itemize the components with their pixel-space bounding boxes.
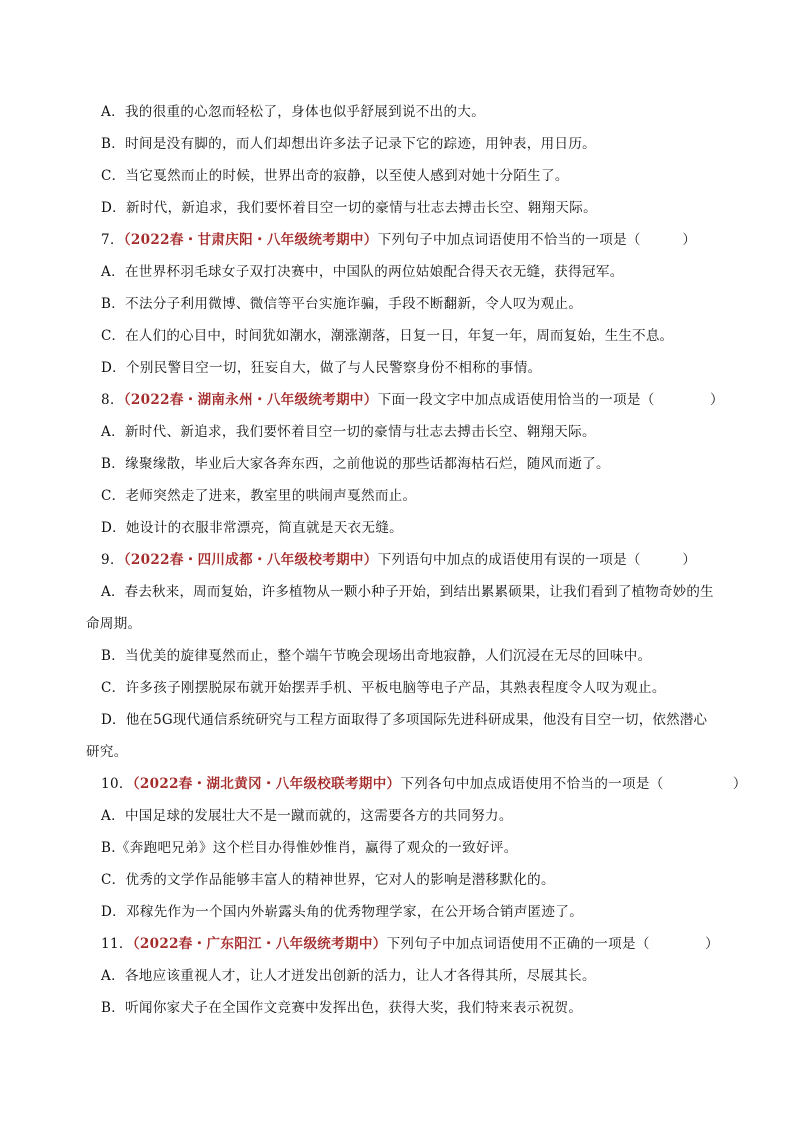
- option-a: A．新时代、新追求，我们要怀着目空一切的豪情与壮志去搏击长空、翱翔天际。: [101, 424, 596, 440]
- question-number: 10．: [101, 776, 133, 792]
- option-a: A．各地应该重视人才，让人才迸发出创新的活力，让人才各得其所，尽展其长。: [101, 968, 596, 984]
- option-c: C．许多孩子刚摆脱尿布就开始摆弄手机、平板电脑等电子产品，其熟表程度令人叹为观止。: [101, 680, 666, 696]
- option-b: B.《奔跑吧兄弟》这个栏目办得惟妙惟肖，赢得了观众的一致好评。: [101, 840, 518, 856]
- question-source: （2022春・湖南永州・八年级统考期中）: [123, 392, 378, 408]
- question-source: （2022春・甘肃庆阳・八年级统考期中）: [123, 232, 378, 248]
- option-a: A．春去秋来，周而复始，许多植物从一颗小种子开始，到结出累累硕果，让我们看到了植物奇妙的生: [101, 584, 714, 600]
- option-c: C．当它戛然而止的时候，世界出奇的寂静，以至使人感到对她十分陌生了。: [101, 168, 569, 184]
- question-8: [101, 392, 724, 408]
- question-number: 9．: [101, 552, 124, 568]
- question-stem: 下面一段文字中加点成语使用恰当的一项是（ ）: [377, 392, 724, 408]
- question-stem: 下列句子中加点词语使用不恰当的一项是（ ）: [377, 232, 697, 248]
- question-11: [101, 936, 719, 952]
- option-d: D．新时代，新追求，我们要怀着目空一切的豪情与壮志去搏击长空、翱翔天际。: [101, 200, 597, 216]
- option-b: B．时间是没有脚的，而人们却想出许多法子记录下它的踪迹，用钟表，用日历。: [101, 136, 597, 152]
- question-source: （2022春・广东阳江・八年级统考期中）: [132, 936, 387, 952]
- question-number: 7．: [101, 232, 124, 248]
- question-number: 11．: [101, 936, 133, 952]
- option-b: B．不法分子利用微博、微信等平台实施诈骗，手段不断翻新，令人叹为观止。: [101, 296, 583, 312]
- option-c: C．老师突然走了进来，教室里的哄闹声戛然而止。: [101, 488, 417, 504]
- question-stem: 下列各句中加点成语使用不恰当的一项是（ ）: [400, 776, 747, 792]
- option-d: D．他在5G现代通信系统研究与工程方面取得了多项国际先进科研成果，他没有目空一切，依然潜心: [101, 712, 708, 728]
- question-source: （2022春・湖北黄冈・八年级校联考期中）: [132, 776, 401, 792]
- option-d: D．邓稼先作为一个国内外崭露头角的优秀物理学家，在公开场合销声匿迹了。: [101, 904, 584, 920]
- question-10: [101, 776, 747, 792]
- option-d-continued: 研究。: [86, 744, 128, 760]
- option-b: B．听闻你家犬子在全国作文竞赛中发挥出色，获得大奖，我们特来表示祝贺。: [101, 1000, 583, 1016]
- question-stem: 下列句子中加点词语使用不正确的一项是（ ）: [386, 936, 719, 952]
- option-b: B．当优美的旋律戛然而止，整个端午节晚会现场出奇地寂静，人们沉浸在无尽的回味中。: [101, 648, 652, 664]
- option-a: A．中国足球的发展壮大不是一蹴而就的，这需要各方的共同努力。: [101, 808, 513, 824]
- option-a-continued: 命周期。: [86, 616, 142, 632]
- question-number: 8．: [101, 392, 124, 408]
- question-9: [101, 552, 696, 568]
- option-d: D．她设计的衣服非常漂亮，简直就是天衣无缝。: [101, 520, 404, 536]
- option-b: B．缘聚缘散，毕业后大家各奔东西，之前他说的那些话都海枯石烂，随风而逝了。: [101, 456, 610, 472]
- option-c: C．在人们的心目中，时间犹如潮水，潮涨潮落，日复一日，年复一年，周而复始，生生不息。: [101, 328, 674, 344]
- question-7: [101, 232, 696, 248]
- option-d: D．个别民警目空一切，狂妄自大，做了与人民警察身份不相称的事情。: [101, 360, 542, 376]
- option-a: A．在世界杯羽毛球女子双打决赛中，中国队的两位姑娘配合得天衣无缝，获得冠军。: [101, 264, 624, 280]
- option-a: A．我的很重的心忽而轻松了，身体也似乎舒展到说不出的大。: [101, 104, 486, 120]
- question-stem: 下列语句中加点的成语使用有误的一项是（ ）: [377, 552, 697, 568]
- option-c: C．优秀的文学作品能够丰富人的精神世界，它对人的影响是潜移默化的。: [101, 872, 555, 888]
- question-source: （2022春・四川成都・八年级校考期中）: [123, 552, 378, 568]
